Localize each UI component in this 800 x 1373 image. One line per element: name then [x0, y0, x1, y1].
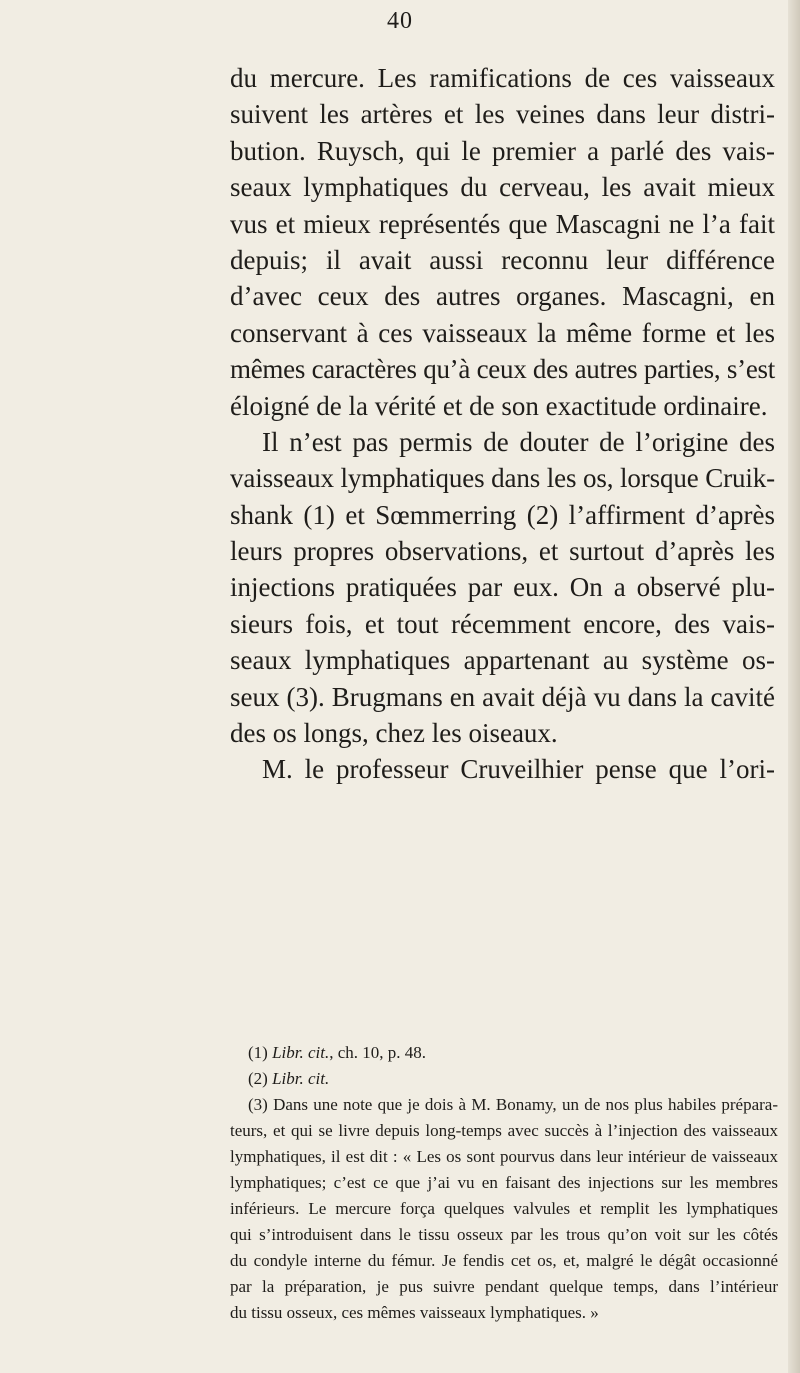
footnote-line [230, 1040, 778, 1066]
footnote-mark: (3) [248, 1095, 274, 1114]
footnote-text: inférieurs. Le mercure força quelques valvules et remplit les lymphatiques [230, 1199, 778, 1218]
text-line: depuis; il avait aussi reconnu leur différence [230, 244, 775, 275]
footnote-text: par la préparation, je pus suivre pendant quelque temps, dans l’intérieur [230, 1277, 778, 1296]
footnote-line [230, 1144, 778, 1170]
footnote-text: du tissu osseux, ces mêmes vaisseaux lymphatiques. » [230, 1303, 599, 1322]
footnote-line [230, 1118, 778, 1144]
footnote-citation: Libr. cit. [272, 1069, 330, 1088]
footnote-line [230, 1066, 778, 1092]
footnote-line [230, 1170, 778, 1196]
text-line: seaux lymphatiques du cerveau, les avait mieux [230, 172, 775, 203]
footnote-text: , ch. 10, p. 48. [329, 1043, 427, 1062]
footnote-text: qui s’introduisent dans le tissu osseux par les trous qu’on voit sur les côtés [230, 1225, 778, 1244]
text-line: seaux lymphatiques appartenant au système os- [230, 645, 775, 676]
text-line: vaisseaux lymphatiques dans les os, lorsque Cruik- [230, 463, 776, 494]
text-line: injections pratiquées par eux. On a observé plu- [230, 572, 775, 603]
text-line: Il n’est pas permis de douter de l’origine des [262, 426, 775, 457]
text-line: leurs propres observations, et surtout d’après les [230, 536, 775, 567]
footnote-mark: (2) [248, 1069, 273, 1088]
footnote-line [230, 1274, 778, 1300]
text-line: seux (3). Brugmans en avait déjà vu dans la cavité [230, 681, 775, 712]
text-line: vus et mieux représentés que Mascagni ne l’a fait [230, 208, 775, 239]
page-number: 40 [387, 8, 413, 34]
page-edge-shadow [788, 0, 800, 1373]
text-line: suivent les artères et les veines dans leur distri- [230, 99, 775, 130]
text-line: éloigné de la vérité et de son exactitude ordinaire. [230, 390, 768, 421]
footnote-text: lymphatiques, il est dit : « Les os sont pourvus dans leur intérieur de vaisseaux [230, 1147, 778, 1166]
footnotes [230, 1040, 778, 1326]
footnote-text: du condyle interne du fémur. Je fendis cet os, et, malgré le dégât occasionné [230, 1251, 778, 1270]
text-line: d’avec ceux des autres organes. Mascagni, en [230, 281, 775, 312]
footnote-text: lymphatiques; c’est ce que j’ai vu en faisant des injections sur les membres [230, 1173, 778, 1192]
footnote-line [230, 1248, 778, 1274]
footnote-line [230, 1300, 778, 1326]
footnote-citation: Libr. cit. [272, 1043, 330, 1062]
text-line: M. le professeur Cruveilhier pense que l’ori- [262, 754, 775, 785]
text-line: des os longs, chez les oiseaux. [230, 718, 558, 749]
text-line: bution. Ruysch, qui le premier a parlé des vais- [230, 135, 775, 166]
footnote-text: teurs, et qui se livre depuis long-temps avec succès à l’injection des vaisseaux [230, 1121, 778, 1140]
text-line: sieurs fois, et tout récemment encore, des vais- [230, 608, 775, 639]
footnote-line [230, 1196, 778, 1222]
text-line: mêmes caractères qu’à ceux des autres parties, s’est [230, 354, 775, 385]
footnote-line [230, 1092, 778, 1118]
text-line: conservant à ces vaisseaux la même forme et les [230, 317, 775, 348]
text-line: shank (1) et Sœmmerring (2) l’affirment d’après [230, 499, 775, 530]
footnote-mark: (1) [248, 1043, 273, 1062]
footnote-text: Dans une note que je dois à M. Bonamy, un de nos plus habiles prépara- [273, 1095, 778, 1114]
text-line: du mercure. Les ramifications de ces vaisseaux [230, 63, 775, 93]
footnote-line [230, 1222, 778, 1248]
body-text [230, 60, 775, 788]
